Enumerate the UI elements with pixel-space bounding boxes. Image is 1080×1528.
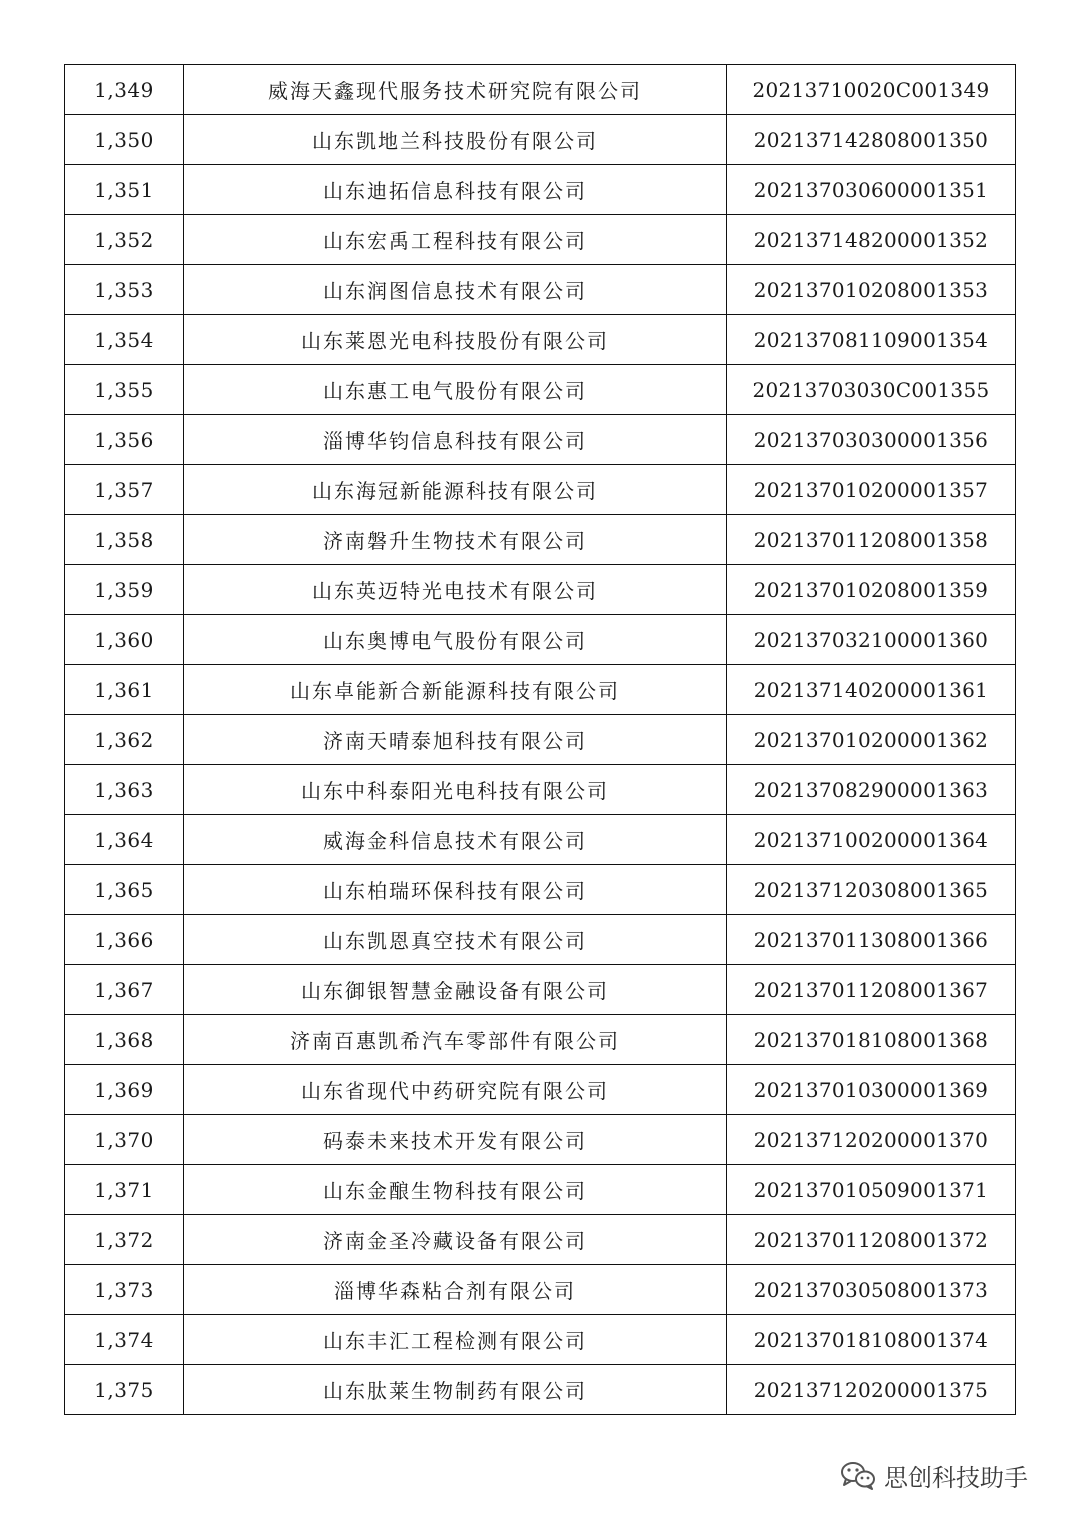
company-name: 山东金酿生物科技有限公司 xyxy=(184,1165,727,1215)
table-row xyxy=(65,215,1016,265)
registration-code: 202137018108001374 xyxy=(727,1315,1016,1365)
row-number: 1,359 xyxy=(65,565,184,615)
registration-code: 202137010300001369 xyxy=(727,1065,1016,1115)
table-row xyxy=(65,265,1016,315)
registration-code: 202137018108001368 xyxy=(727,1015,1016,1065)
row-number: 1,364 xyxy=(65,815,184,865)
company-name: 济南金圣冷藏设备有限公司 xyxy=(184,1215,727,1265)
table-row xyxy=(65,815,1016,865)
company-name: 山东御银智慧金融设备有限公司 xyxy=(184,965,727,1015)
registration-code: 202137082900001363 xyxy=(727,765,1016,815)
registration-code: 202137142808001350 xyxy=(727,115,1016,165)
table-row xyxy=(65,1115,1016,1165)
registration-code: 202137120200001370 xyxy=(727,1115,1016,1165)
company-name: 山东润图信息技术有限公司 xyxy=(184,265,727,315)
row-number: 1,358 xyxy=(65,515,184,565)
registration-code: 20213710020C001349 xyxy=(727,65,1016,115)
registration-code: 202137030300001356 xyxy=(727,415,1016,465)
row-number: 1,371 xyxy=(65,1165,184,1215)
table-row xyxy=(65,1215,1016,1265)
row-number: 1,375 xyxy=(65,1365,184,1415)
row-number: 1,361 xyxy=(65,665,184,715)
table-row xyxy=(65,65,1016,115)
company-name: 济南磐升生物技术有限公司 xyxy=(184,515,727,565)
watermark-text: 思创科技助手 xyxy=(884,1463,1028,1492)
row-number: 1,357 xyxy=(65,465,184,515)
registration-code: 202137011308001366 xyxy=(727,915,1016,965)
table-row xyxy=(65,315,1016,365)
company-name: 威海天鑫现代服务技术研究院有限公司 xyxy=(184,65,727,115)
row-number: 1,366 xyxy=(65,915,184,965)
table-row xyxy=(65,615,1016,665)
registration-code: 202137081109001354 xyxy=(727,315,1016,365)
registration-code: 202137120200001375 xyxy=(727,1365,1016,1415)
company-name: 山东卓能新合新能源科技有限公司 xyxy=(184,665,727,715)
row-number: 1,356 xyxy=(65,415,184,465)
row-number: 1,362 xyxy=(65,715,184,765)
company-name: 济南天晴泰旭科技有限公司 xyxy=(184,715,727,765)
company-name: 济南百惠凯希汽车零部件有限公司 xyxy=(184,1015,727,1065)
table-row xyxy=(65,365,1016,415)
registration-code: 202137011208001372 xyxy=(727,1215,1016,1265)
table-row xyxy=(65,1265,1016,1315)
table-row xyxy=(65,965,1016,1015)
row-number: 1,350 xyxy=(65,115,184,165)
table-row xyxy=(65,765,1016,815)
company-name: 淄博华钧信息科技有限公司 xyxy=(184,415,727,465)
registration-code: 202137032100001360 xyxy=(727,615,1016,665)
watermark xyxy=(840,1455,1028,1495)
registration-code: 20213703030C001355 xyxy=(727,365,1016,415)
row-number: 1,353 xyxy=(65,265,184,315)
table-row xyxy=(65,465,1016,515)
table-row xyxy=(65,915,1016,965)
table-row xyxy=(65,1165,1016,1215)
row-number: 1,351 xyxy=(65,165,184,215)
company-name: 山东丰汇工程检测有限公司 xyxy=(184,1315,727,1365)
table-row xyxy=(65,1015,1016,1065)
wechat-icon xyxy=(840,1460,876,1490)
company-name: 山东凯恩真空技术有限公司 xyxy=(184,915,727,965)
company-name: 山东惠工电气股份有限公司 xyxy=(184,365,727,415)
table-row xyxy=(65,1315,1016,1365)
registration-code: 202137010208001353 xyxy=(727,265,1016,315)
table-row xyxy=(65,1365,1016,1415)
row-number: 1,367 xyxy=(65,965,184,1015)
company-name: 淄博华森粘合剂有限公司 xyxy=(184,1265,727,1315)
registration-code: 202137010200001357 xyxy=(727,465,1016,515)
company-name: 码泰未来技术开发有限公司 xyxy=(184,1115,727,1165)
row-number: 1,368 xyxy=(65,1015,184,1065)
company-name: 威海金科信息技术有限公司 xyxy=(184,815,727,865)
company-name: 山东省现代中药研究院有限公司 xyxy=(184,1065,727,1115)
row-number: 1,369 xyxy=(65,1065,184,1115)
company-name: 山东莱恩光电科技股份有限公司 xyxy=(184,315,727,365)
row-number: 1,374 xyxy=(65,1315,184,1365)
row-number: 1,373 xyxy=(65,1265,184,1315)
row-number: 1,354 xyxy=(65,315,184,365)
row-number: 1,355 xyxy=(65,365,184,415)
registration-code: 202137148200001352 xyxy=(727,215,1016,265)
table-row xyxy=(65,715,1016,765)
registry-table xyxy=(64,64,1016,1415)
registration-code: 202137100200001364 xyxy=(727,815,1016,865)
row-number: 1,372 xyxy=(65,1215,184,1265)
table-row xyxy=(65,1065,1016,1115)
company-name: 山东宏禹工程科技有限公司 xyxy=(184,215,727,265)
table-row xyxy=(65,165,1016,215)
company-name: 山东柏瑞环保科技有限公司 xyxy=(184,865,727,915)
registration-code: 202137011208001367 xyxy=(727,965,1016,1015)
row-number: 1,370 xyxy=(65,1115,184,1165)
registration-code: 202137011208001358 xyxy=(727,515,1016,565)
row-number: 1,349 xyxy=(65,65,184,115)
registration-code: 202137010509001371 xyxy=(727,1165,1016,1215)
company-name: 山东英迈特光电技术有限公司 xyxy=(184,565,727,615)
table-row xyxy=(65,565,1016,615)
company-name: 山东奥博电气股份有限公司 xyxy=(184,615,727,665)
registration-code: 202137030508001373 xyxy=(727,1265,1016,1315)
company-name: 山东海冠新能源科技有限公司 xyxy=(184,465,727,515)
registration-code: 202137120308001365 xyxy=(727,865,1016,915)
registration-code: 202137140200001361 xyxy=(727,665,1016,715)
row-number: 1,352 xyxy=(65,215,184,265)
table-row xyxy=(65,115,1016,165)
table-row xyxy=(65,515,1016,565)
row-number: 1,360 xyxy=(65,615,184,665)
row-number: 1,363 xyxy=(65,765,184,815)
company-name: 山东迪拓信息科技有限公司 xyxy=(184,165,727,215)
registration-code: 202137030600001351 xyxy=(727,165,1016,215)
company-name: 山东中科泰阳光电科技有限公司 xyxy=(184,765,727,815)
table-row xyxy=(65,865,1016,915)
company-name: 山东肽莱生物制药有限公司 xyxy=(184,1365,727,1415)
company-name: 山东凯地兰科技股份有限公司 xyxy=(184,115,727,165)
table-body xyxy=(65,65,1016,1415)
registration-code: 202137010200001362 xyxy=(727,715,1016,765)
registration-code: 202137010208001359 xyxy=(727,565,1016,615)
table-row xyxy=(65,665,1016,715)
company-list-table xyxy=(64,64,1015,1415)
table-row xyxy=(65,415,1016,465)
row-number: 1,365 xyxy=(65,865,184,915)
